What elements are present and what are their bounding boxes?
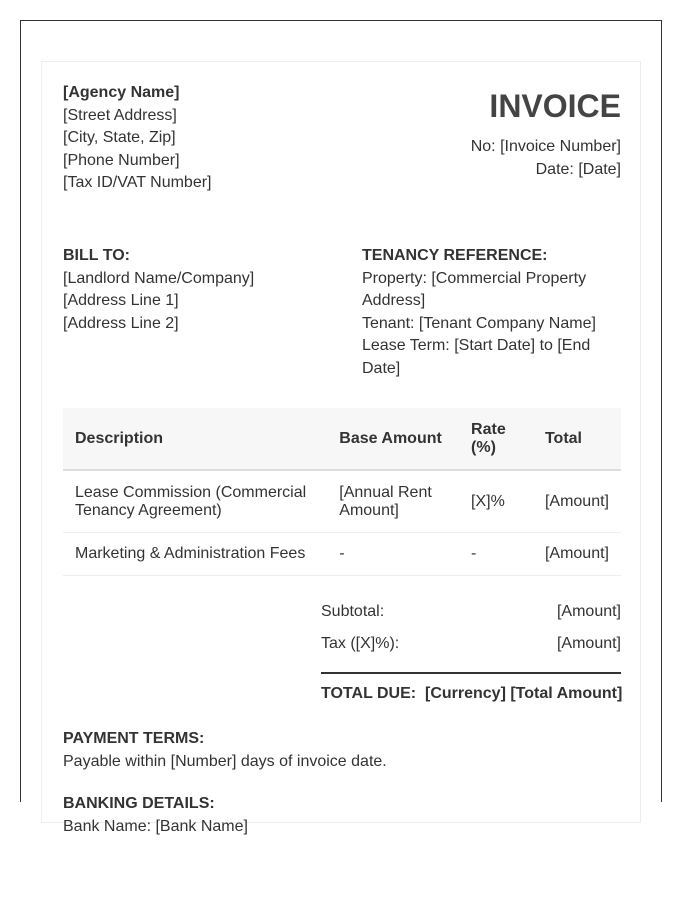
subtotal-label: Subtotal:: [321, 603, 385, 620]
totals-section: [321, 596, 621, 714]
line-items-table: [63, 408, 621, 576]
tax-label: Tax ([X]%):: [321, 635, 400, 652]
agency-info: [63, 82, 363, 195]
agency-name: [Agency Name]: [63, 84, 180, 101]
banking-details-section: [63, 793, 621, 838]
cell-base-amount: [Annual Rent Amount]: [327, 470, 459, 533]
cell-base-amount: -: [327, 533, 459, 576]
table-row: [63, 470, 621, 533]
cell-rate: [X]%: [459, 470, 533, 533]
bill-to-name: [Landlord Name/Company]: [63, 269, 255, 287]
invoice-header: [371, 82, 621, 181]
header-rate: Rate (%): [459, 408, 533, 470]
total-due: TOTAL DUE: [Currency] [Total Amount]: [321, 685, 623, 702]
header-base-amount: Base Amount: [327, 408, 459, 470]
tenancy-property: Property: [Commercial Property Address]: [362, 269, 587, 309]
invoice-sheet: [41, 61, 641, 835]
header-description: Description: [63, 408, 327, 470]
agency-street: [Street Address]: [63, 106, 177, 124]
bill-to-section: [63, 245, 343, 335]
cell-rate: -: [459, 533, 533, 576]
bill-to-heading: BILL TO:: [63, 247, 130, 264]
cell-description: Lease Commission (Commercial Tenancy Agreement): [63, 470, 327, 533]
tax-row: [321, 628, 621, 660]
banking-heading: BANKING DETAILS:: [63, 795, 215, 812]
bill-to-address-2: [Address Line 2]: [63, 314, 179, 332]
bill-to-address-1: [Address Line 1]: [63, 292, 179, 309]
header-total: Total: [533, 408, 621, 470]
cell-total: [Amount]: [533, 470, 621, 533]
payment-terms-text: Payable within [Number] days of invoice date.: [63, 752, 387, 770]
tax-value: [Amount]: [556, 635, 621, 652]
agency-tax-id: [Tax ID/VAT Number]: [63, 174, 212, 191]
tenancy-heading: TENANCY REFERENCE:: [362, 247, 548, 264]
invoice-number: No: [Invoice Number]: [470, 138, 621, 155]
agency-city: [City, State, Zip]: [63, 129, 176, 146]
cell-description: Marketing & Administration Fees: [63, 533, 327, 576]
payment-terms-heading: PAYMENT TERMS:: [63, 730, 205, 747]
table-row: [63, 533, 621, 576]
document-frame: [20, 20, 662, 835]
table-header-row: [63, 408, 621, 470]
tenancy-tenant: Tenant: [Tenant Company Name]: [362, 314, 596, 332]
cell-total: [Amount]: [533, 533, 621, 576]
payment-terms-section: [63, 728, 621, 773]
subtotal-row: [321, 596, 621, 628]
agency-phone: [Phone Number]: [63, 151, 180, 169]
bank-name: Bank Name: [Bank Name]: [63, 817, 248, 835]
tenancy-lease-term: Lease Term: [Start Date] to [End Date]: [362, 337, 591, 377]
invoice-date: Date: [Date]: [535, 160, 621, 178]
invoice-title: INVOICE: [489, 88, 621, 124]
subtotal-value: [Amount]: [556, 603, 621, 620]
tenancy-reference-section: [362, 245, 621, 380]
